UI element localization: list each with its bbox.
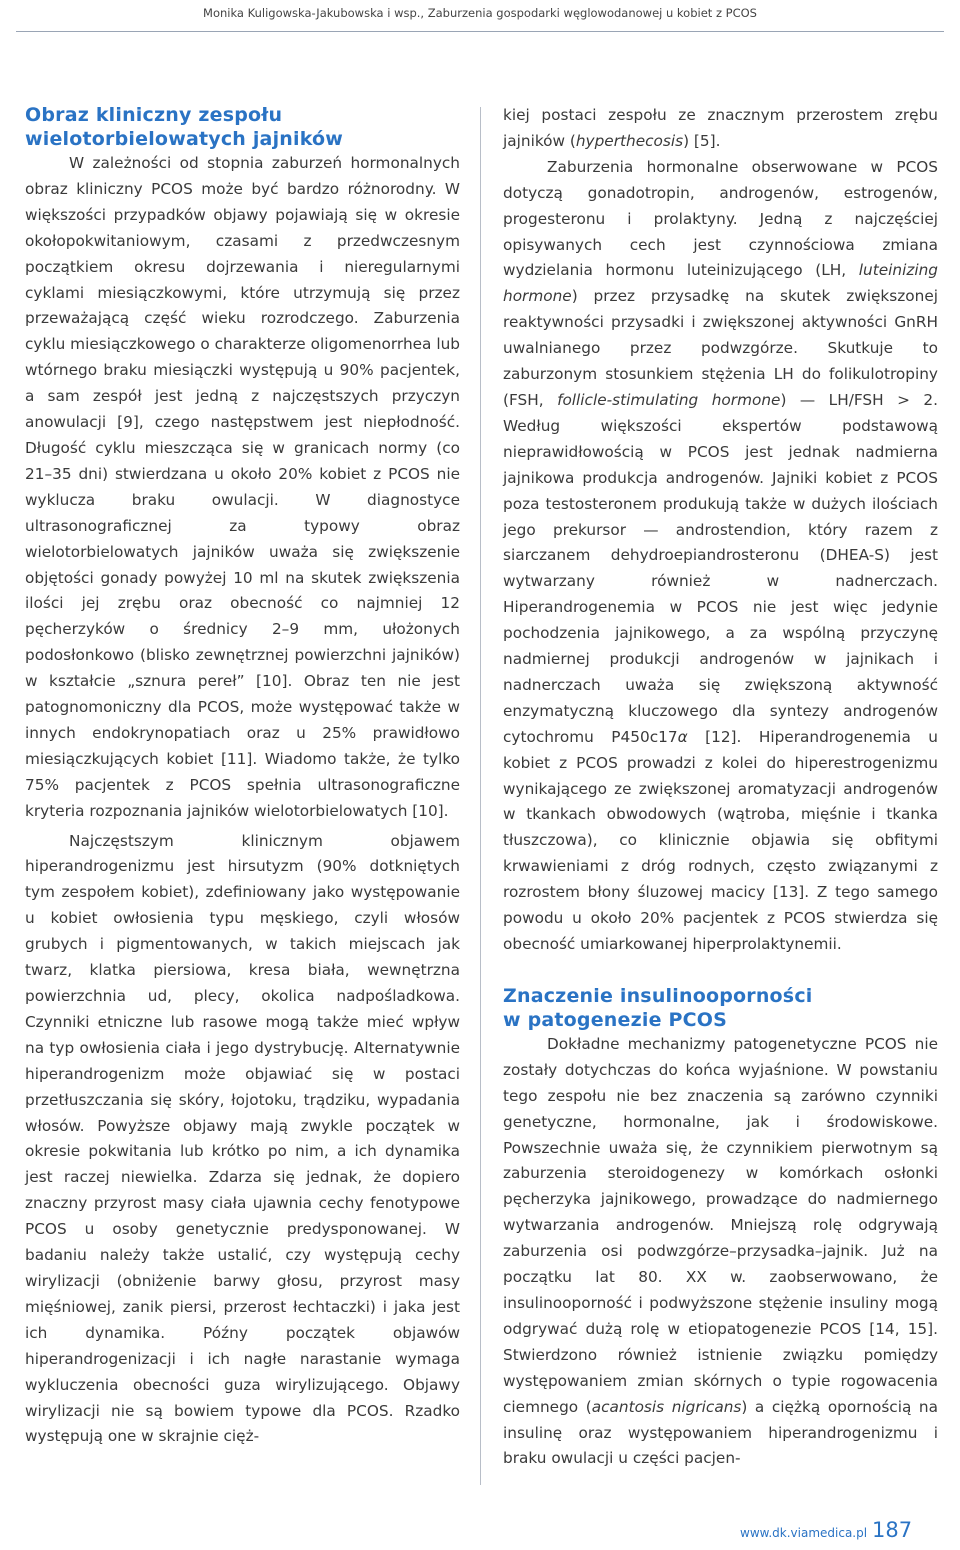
header-rule bbox=[16, 31, 944, 32]
paragraph-clinical-2: Najczęstszym klinicznym objawem hiperandrogenizmu jest hirsutyzm (90% dotkniętych tym zespołem kobiet), zdefiniowany jako występowanie u kobiet owłosienia typu męskiego, czyli włosów grubych i pigmentowanych, w takich miejscach jak twarz, klatka piersiowa, kresa biała, wewnętrzna powierzchnia ud, plecy, okolica nadpośladkowa. Czynniki etniczne lub rasowe mogą także mieć wpływ na typ owłosienia ciała i jego dystrybucję. Alternatywnie hiperandrogenizm może objawiać się w postaci przetłuszczania się skóry, łojotoku, trądziku, wypadania włosów. Powyższe objawy mają zwykle początek w okresie pokwitania lub krótko po nim, a ich dynamika jest raczej niewielka. Zdarza się jednak, że dopiero znaczny przyrost masy ciała ujawnia cechy fenotypowe PCOS u osoby genetycznie predysponowanej. W badaniu należy także ustalić, czy występują cechy wirylizacji (obniżenie barwy głosu, przyrost masy mięśniowej, zanik piersi, przerost łechtaczki) i jaka jest ich dynamika. Późny początek objawów hiperandrogenizacji i ich nagłe narastanie wymaga wykluczenia obecności guza wirylizującego. Objawy wirylizacji nie są bowiem typowe dla PCOS. Rzadko występują one w skrajnie cięż- bbox=[25, 831, 460, 1446]
footer-url: www.dk.viamedica.pl bbox=[740, 1526, 868, 1540]
running-header: Monika Kuligowska-Jakubowska i wsp., Zaburzenia gospodarki węglowodanowej u kobiet z PCOS bbox=[203, 6, 757, 20]
page-number: 187 bbox=[872, 1518, 913, 1542]
paragraph-continuation: kiej postaci zespołu ze znacznym przerostem zrębu jajników (hyperthecosis) [5]. bbox=[503, 106, 938, 150]
heading-line-1: Obraz kliniczny zespołu bbox=[25, 104, 283, 126]
paragraph-clinical-1: W zależności od stopnia zaburzeń hormonalnych obraz kliniczny PCOS może być bardzo różnorodny. W większości przypadków objawy pojawiają się w okresie okołopokwitaniowym, czasami z przedwczesnym początkiem okresu dojrzewania i nieregularnymi cyklami miesiączkowymi, które utrzymują się przez przeważającą część wieku rozrodczego. Zaburzenia cyklu miesiączkowego o charakterze oligomenorrhea lub wtórnego braku miesiączki występują u 90% pacjentek, a sam zespół jest jedną z najczęstszych przyczyn anowulacji [9], czego następstwem jest niepłodność. Długość cyklu mieszcząca się w granicach normy (co 21–35 dni) stwierdzana u około 20% kobiet z PCOS nie wyklucza braku owulacji. W diagnostyce ultrasonograficznej za typowy obraz wielotorbielowatych jajników uważa się zwiększenie objętości gonady powyżej 10 ml na skutek zwiększenia ilości jej zrębu oraz obecność co najmniej 12 pęcherzyków o średnicy 2–9 mm, ułożonych podosłonkowo (blisko zewnętrznej powierzchni jajników) w kształcie „sznura pereł” [10]. Obraz ten nie jest patognomoniczny dla PCOS, może występować także w innych endokrynopatiach oraz u 25% prawidłowo miesiączkujących kobiet [11]. Wiadomo także, że tylko 75% pacjentek z PCOS spełnia ultrasonograficzne kryteria rozpoznania jajników wielotorbielowatych [10]. bbox=[25, 154, 460, 820]
heading-line-1: Znaczenie insulinooporności bbox=[503, 984, 813, 1007]
column-divider bbox=[480, 107, 481, 1485]
paragraph-pathogenesis: Dokładne mechanizmy patogenetyczne PCOS nie zostały dotychczas do końca wyjaśnione. W powstaniu tego zespołu nie bez znaczenia są zarówno czynniki genetyczne, hormonalne, jak i środowiskowe. Powszechnie uważa się, że czynnikiem pierwotnym są zaburzenia steroidogenezy w komórkach osłonki pęcherzyka jajnikowego, prowadzące do nadmiernego wytwarzania androgenów. Mniejszą rolę odgrywają zaburzenia osi podwzgórze–przysadka–jajnik. Już na początku lat 80. XX w. zaobserwowano, że insulinooporność i podwyższone stężenie insuliny mogą odgrywać dużą rolę w etiopatogenezie PCOS [14, 15]. Stwierdzono również istnienie związku pomiędzy występowaniem zmian skórnych o typie rogowacenia ciemnego (acantosis nigricans) a ciężką opornością na insulinę oraz występowaniem hiperandrogenizmu i braku owulacji u części pacjen- bbox=[503, 1034, 938, 1468]
section-heading-insulin-resistance bbox=[503, 984, 938, 1032]
left-column bbox=[25, 103, 460, 1450]
paragraph-hormonal-disorders: Zaburzenia hormonalne obserwowane w PCOS dotyczą gonadotropin, androgenów, estrogenów, progesteronu i prolaktyny. Jedną z najczęściej opisywanych cech jest czynnościowa zmiana wydzielania hormonu luteinizującego (LH, luteinizing hormone) przez przysadkę na skutek zwiększonej reaktywności przysadki i zwiększonej aktywności GnRH uwalnianego przez podwzgórze. Skutkuje to zaburzonym stosunkiem stężenia LH do folikulotropiny (FSH, follicle-stimulating hormone) — LH/FSH > 2. Według większości ekspertów podstawową nieprawidłowością w PCOS jest jednak nadmierna jajnikowa produkcja androgenów. Jajniki kobiet z PCOS poza testosteronem produkują także w dużych ilościach jego prekursor — androstendion, który razem z siarczanem dehydroepiandrosteronu (DHEA-S) jest wytwarzany również w nadnerczach. Hiperandrogenemia w PCOS nie jest więc jedynie pochodzenia jajnikowego, a za wspólną przyczynę nadmiernej produkcji androgenów w jajnikach i nadnerczach uważa się zwiększoną aktywność enzymatyczną kluczowego dla syntezy androgenów cytochromu P450c17α [12]. Hiperandrogenemia u kobiet z PCOS prowadzi z kolei do hiperestrogenizmu wynikającego ze zwiększonej aromatyzacji androgenów w tkankach obwodowych (wątroba, mięśnie i tkanka tłuszczowa), co klinicznie objawia się obfitymi krwawieniami z dróg rodnych, często związanymi z rozrostem błony śluzowej macicy [13]. Z tego samego powodu u około 20% pacjentek z PCOS stwierdza się obecność umiarkowanej hiperprolaktynemii. bbox=[503, 157, 938, 953]
heading-line-2: w patogenezie PCOS bbox=[503, 1008, 728, 1031]
right-column bbox=[503, 103, 938, 1472]
section-heading-clinical-picture bbox=[25, 103, 460, 151]
heading-line-2: wielotorbielowatych jajników bbox=[25, 128, 344, 150]
